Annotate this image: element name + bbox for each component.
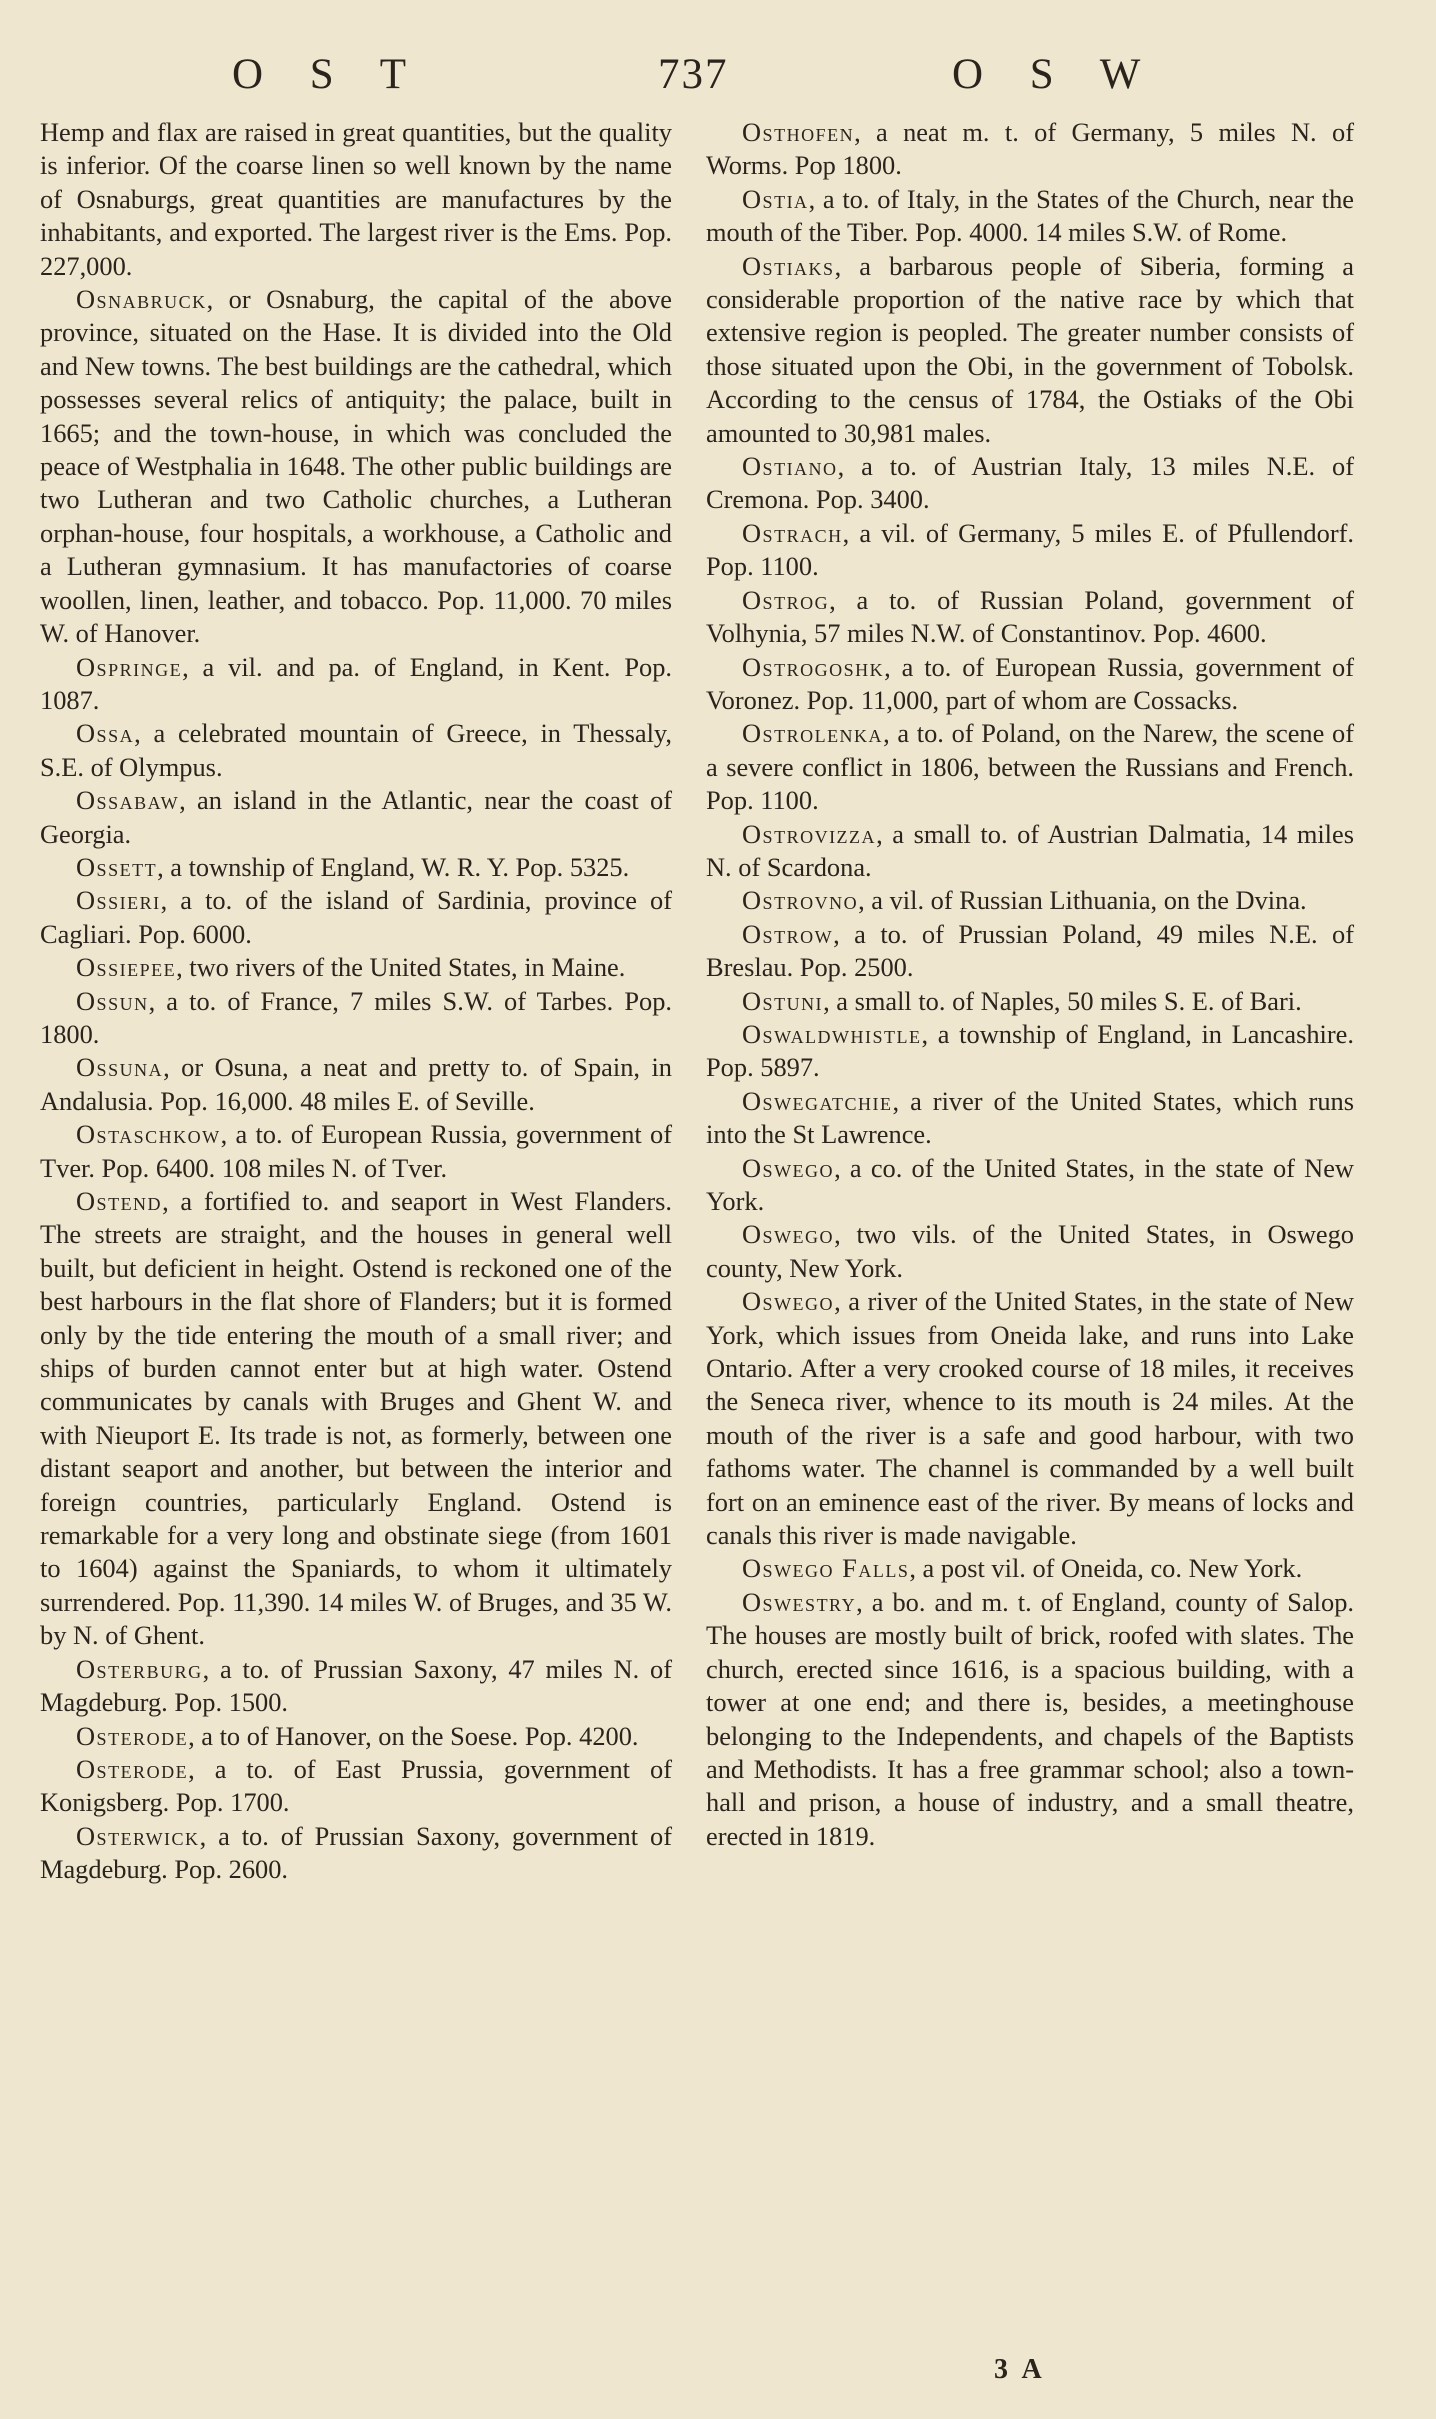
entry-headword: Ossun (76, 985, 149, 1016)
gazetteer-entry (40, 283, 672, 650)
gazetteer-entry (40, 1185, 672, 1653)
entry-text: , or Osuna, a neat and pretty to. of Spain, in Andalusia. Pop. 16,000. 48 miles E. of Seville. (40, 1052, 672, 1116)
running-header (0, 50, 1436, 106)
entry-headword: Osthofen (742, 117, 855, 147)
signature-mark: 3 A (994, 2354, 1046, 2385)
page-number: 737 (658, 51, 729, 98)
header-left-guide: O S T (232, 51, 408, 98)
entry-headword: Oswaldwhistle (742, 1018, 922, 1049)
entry-headword: Osterwick (76, 1820, 200, 1851)
gazetteer-entry (706, 918, 1354, 985)
entry-text: , a vil. of Russian Lithuania, on the Dvina. (858, 885, 1307, 916)
gazetteer-entry (40, 1753, 672, 1820)
entry-headword: Oswego (742, 1286, 835, 1317)
entry-headword: Osnabruck (76, 284, 207, 315)
gazetteer-entry (706, 1586, 1354, 1853)
gazetteer-entry (706, 1018, 1354, 1085)
entry-text: , a to. of Austrian Italy, 13 miles N.E. of Cremona. Pop. 3400. (706, 451, 1354, 515)
gazetteer-entry (706, 1552, 1354, 1585)
entry-text: , a to. of Russian Poland, government of Volhynia, 57 miles N.W. of Constantinov. Pop. 4600. (706, 584, 1354, 649)
entry-text: , two vils. of the United States, in Oswego county, New York. (706, 1219, 1354, 1283)
gazetteer-entry (40, 717, 672, 784)
gazetteer-entry (40, 784, 672, 851)
entry-text: , a to. of the island of Sardinia, province of Cagliari. Pop. 6000. (40, 885, 672, 949)
entry-headword: Ostaschkow (76, 1119, 221, 1150)
entry-text: , a vil. of Germany, 5 miles E. of Pfullendorf. Pop. 1100. (706, 517, 1354, 582)
gazetteer-entry (706, 985, 1354, 1018)
gazetteer-entry (40, 1653, 672, 1720)
gazetteer-entry (40, 1118, 672, 1185)
entry-text: , a fortified to. and seaport in West Flanders. The streets are straight, and the houses in general well built, but deficient in height. Ostend is reckoned one of the best harbours in the flat shore of Flanders; but it is formed only by the tide entering the mouth of a small river; and ships of burden cannot enter but at high water. Ostend communicates by canals with Bruges and Ghent W. and with Nieuport E. Its trade is not, as formerly, between one distant seaport and another, but between the interior and foreign countries, particularly England. Ostend is remarkable for a very long and obstinate siege (from 1601 to 1604) against the Spaniards, to whom it ultimately surrendered. Pop. 11,390. 14 miles W. of Bruges, and 35 W. by N. of Ghent. (40, 1186, 672, 1651)
entry-headword: Ostrach (742, 517, 843, 548)
entry-headword: Ossieri (76, 885, 161, 916)
gazetteer-entry (706, 1085, 1354, 1152)
gazetteer-entry (40, 1051, 672, 1118)
gazetteer-entry (706, 884, 1354, 917)
entry-headword: Ossiepee (76, 952, 177, 983)
gazetteer-entry (706, 517, 1354, 584)
entry-text: , two rivers of the United States, in Maine. (176, 952, 626, 983)
entry-headword: Ostrow (742, 918, 834, 949)
entry-text: , a to. of Poland, on the Narew, the scene of a severe conflict in 1806, between the Russians and French. Pop. 1100. (706, 718, 1354, 816)
entry-text: , a to. of European Russia, government of Tver. Pop. 6400. 108 miles N. of Tver. (40, 1119, 672, 1183)
entry-headword: Ossa (76, 718, 135, 749)
entry-headword: Ossett (76, 851, 158, 882)
right-column (706, 116, 1354, 1853)
entry-text: , a vil. and pa. of England, in Kent. Pop. 1087. (40, 651, 672, 715)
gazetteer-entry (706, 250, 1354, 450)
gazetteer-entry (706, 818, 1354, 885)
entry-continuation (40, 116, 672, 283)
entry-headword: Ospringe (76, 651, 183, 682)
gazetteer-entry (40, 951, 672, 984)
entry-headword: Ostrogoshk (742, 651, 885, 682)
entry-headword: Ostrog (742, 584, 830, 615)
entry-text: , a river of the United States, in the state of New York, which issues from Oneida lake, and runs into Lake Ontario. After a very crooked course of 18 miles, it receives the Seneca river, whence to its mouth is 24 miles. At the mouth of the river is a safe and good harbour, with two fathoms water. The channel is commanded by a well built fort on an eminence east of the river. By means of locks and canals this river is made navigable. (706, 1286, 1354, 1551)
entry-headword: Ostia (742, 183, 809, 214)
entry-text: , a co. of the United States, in the state of New York. (706, 1152, 1354, 1216)
gazetteer-entry (40, 985, 672, 1052)
entry-text: , a bo. and m. t. of England, county of Salop. The houses are mostly built of brick, roofed with slates. The church, erected since 1616, is a spacious building, with a tower at one end; and there is, besides, a meetinghouse belonging to the Independents, and chapels of the Baptists and Methodists. It has a free grammar school; also a town-hall and prison, a house of industry, and a small theatre, erected in 1819. (706, 1586, 1354, 1851)
entry-text: , a barbarous people of Siberia, forming a considerable proportion of the native race by which that extensive region is peopled. The greater number consists of those situated upon the Obi, in the government of Tobolsk. According to the census of 1784, the Ostiaks of the Obi amounted to 30,981 males. (706, 250, 1354, 448)
entry-headword: Ostrovno (742, 885, 859, 916)
entry-text: , a celebrated mountain of Greece, in Thessaly, S.E. of Olympus. (40, 718, 672, 782)
gazetteer-entry (706, 717, 1354, 817)
entry-text: , a post vil. of Oneida, co. New York. (909, 1553, 1303, 1584)
entry-headword: Oswegatchie (742, 1085, 893, 1116)
gazetteer-entry (40, 884, 672, 951)
entry-text: , a township of England, in Lancashire. Pop. 5897. (706, 1018, 1354, 1083)
entry-headword: Ossabaw (76, 785, 180, 816)
gazetteer-entry (40, 1720, 672, 1753)
entry-headword: Oswego Falls (742, 1553, 910, 1584)
entry-text: , a small to. of Austrian Dalmatia, 14 miles N. of Scardona. (706, 818, 1354, 882)
entry-headword: Ostiano (742, 451, 838, 482)
gazetteer-entry (706, 116, 1354, 183)
gazetteer-entry (706, 1152, 1354, 1219)
entry-headword: Osterburg (76, 1653, 203, 1684)
entry-text: , or Osnaburg, the capital of the above province, situated on the Hase. It is divided into the Old and New towns. The best buildings are the cathedral, which possesses several relics of antiquity; the palace, built in 1665; and the town-house, in which was concluded the peace of Westphalia in 1648. The other public buildings are two Lutheran and two Catholic churches, a Lutheran orphan-house, four hospitals, a workhouse, a Catholic and a Lutheran gymnasium. It has manufactories of coarse woollen, linen, leather, and tobacco. Pop. 11,000. 70 miles W. of Hanover. (40, 284, 672, 649)
entry-text: , a to. of Prussian Saxony, 47 miles N. of Magdeburg. Pop. 1500. (40, 1653, 672, 1718)
entry-text: , a to of Hanover, on the Soese. Pop. 4200. (188, 1720, 639, 1751)
gazetteer-entry (706, 584, 1354, 651)
entry-headword: Osterode (76, 1720, 189, 1751)
entry-text: , an island in the Atlantic, near the coast of Georgia. (40, 785, 672, 849)
header-right-guide: O S W (952, 51, 1143, 98)
gazetteer-entry (706, 450, 1354, 517)
entry-headword: Osterode (76, 1753, 189, 1784)
entry-text: , a to. of European Russia, government of Voronez. Pop. 11,000, part of whom are Cossacks. (706, 651, 1354, 715)
entry-headword: Ostrovizza (742, 818, 877, 849)
gazetteer-entry (40, 851, 672, 884)
entry-text: , a township of England, W. R. Y. Pop. 5325. (157, 851, 630, 882)
entry-text: , a to. of Italy, in the States of the Church, near the mouth of the Tiber. Pop. 4000. 14 miles S.W. of Rome. (706, 183, 1354, 248)
gazetteer-entry (706, 651, 1354, 718)
entry-text: , a to. of Prussian Poland, 49 miles N.E. of Breslau. Pop. 2500. (706, 918, 1354, 983)
entry-headword: Ossuna (76, 1052, 164, 1083)
entry-text: Hemp and flax are raised in great quantities, but the quality is inferior. Of the coarse linen so well known by the name of Osnaburgs, great quantities are manufactures by the inhabitants, and exported. The largest river is the Ems. Pop. 227,000. (40, 117, 672, 281)
entry-headword: Oswestry (742, 1586, 857, 1617)
entry-text: , a river of the United States, which runs into the St Lawrence. (706, 1085, 1354, 1150)
entry-text: , a to. of France, 7 miles S.W. of Tarbes. Pop. 1800. (40, 985, 672, 1049)
entry-headword: Oswego (742, 1152, 835, 1183)
entry-headword: Ostuni (742, 985, 824, 1016)
gazetteer-entry (706, 183, 1354, 250)
gazetteer-entry (706, 1285, 1354, 1552)
entry-text: , a to. of Prussian Saxony, government of Magdeburg. Pop. 2600. (40, 1820, 672, 1885)
gazetteer-entry (40, 651, 672, 718)
entry-headword: Ostiaks (742, 250, 835, 281)
left-column (40, 116, 672, 1887)
entry-headword: Oswego (742, 1219, 835, 1250)
gazetteer-entry (40, 1820, 672, 1887)
entry-text: , a small to. of Naples, 50 miles S. E. of Bari. (823, 985, 1302, 1016)
entry-headword: Ostend (76, 1186, 163, 1216)
entry-text: , a to. of East Prussia, government of Konigsberg. Pop. 1700. (40, 1753, 672, 1818)
gazetteer-entry (706, 1218, 1354, 1285)
entry-headword: Ostrolenka (742, 718, 884, 749)
entry-text: , a neat m. t. of Germany, 5 miles N. of Worms. Pop 1800. (706, 117, 1354, 181)
